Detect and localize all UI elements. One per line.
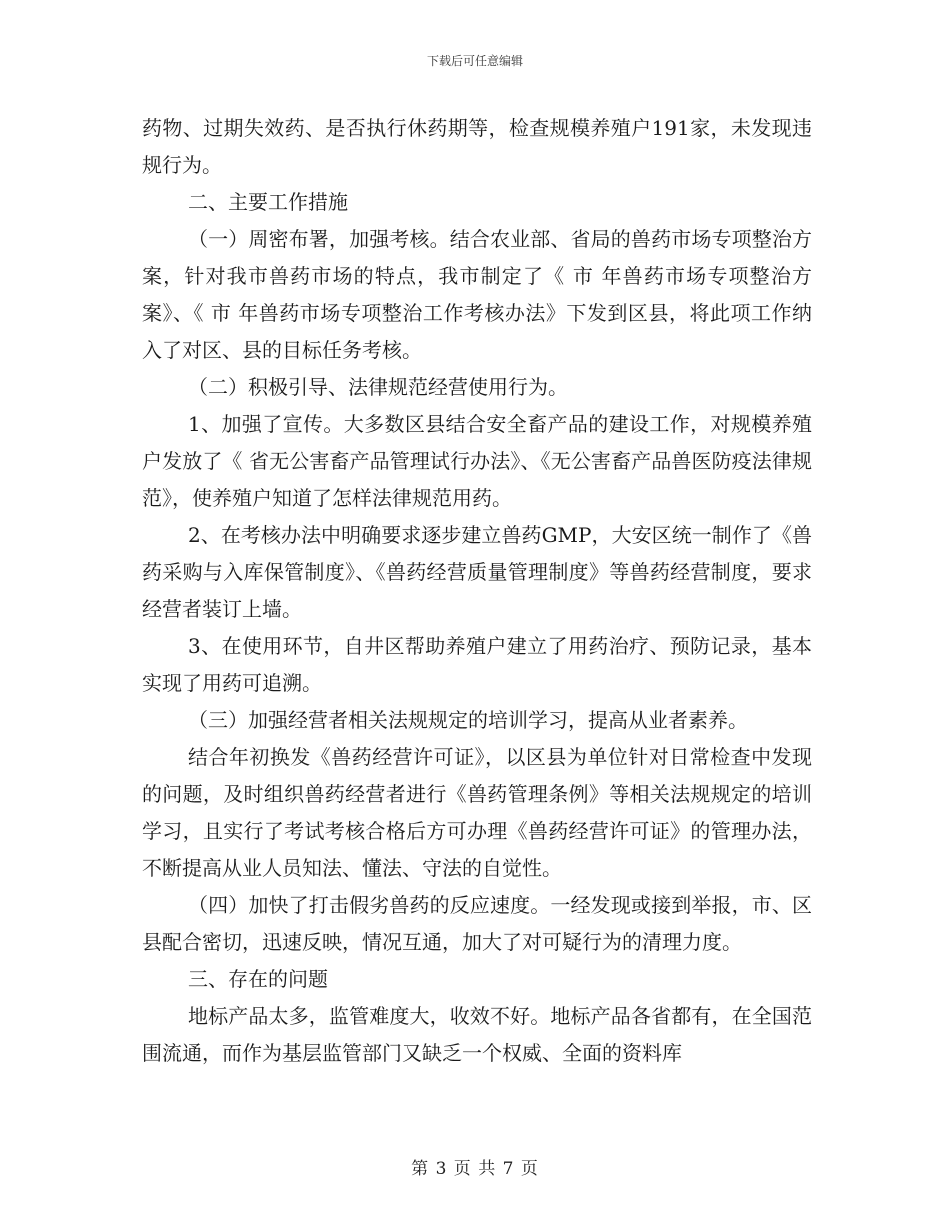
page-footer: 第 3 页 共 7 页 bbox=[411, 1159, 539, 1179]
paragraph: 3、在使用环节，自井区帮助养殖户建立了用药治疗、预防记录，基本实现了用药可追溯。 bbox=[142, 634, 812, 695]
paragraph: 2、在考核办法中明确要求逐步建立兽药GMP，大安区统一制作了《兽药采购与入库保管制度》、《兽药经营质量管理制度》等兽药经营制度，要求经营者装订上墙。 bbox=[142, 523, 812, 621]
section-heading: 三、存在的问题 bbox=[188, 967, 328, 991]
section-heading: 二、主要工作措施 bbox=[188, 190, 348, 214]
paragraph: 药物、过期失效药、是否执行休药期等，检查规模养殖户191家，未发现违规行为。 bbox=[142, 116, 812, 177]
document-body bbox=[142, 110, 812, 1072]
paragraph: 结合年初换发《兽药经营许可证》，以区县为单位针对日常检查中发现的问题，及时组织兽药经营者进行《兽药管理条例》等相关法规规定的培训学习，且实行了考试考核合格后方可办理《兽药经营许可证》的管理办法，不断提高从业人员知法、懂法、守法的自觉性。 bbox=[142, 745, 812, 880]
page-header: 下载后可任意编辑 bbox=[426, 54, 523, 68]
subsection-heading: （二）积极引导、法律规范经营使用行为。 bbox=[188, 375, 568, 399]
paragraph: 地标产品太多，监管难度大，收效不好。地标产品各省都有，在全国范围流通，而作为基层监管部门又缺乏一个权威、全面的资料库 bbox=[142, 1004, 812, 1065]
paragraph: 1、加强了宣传。大多数区县结合安全畜产品的建设工作，对规模养殖户发放了《 省无公害畜产品管理试行办法》、《无公害畜产品兽医防疫法律规范》，使养殖户知道了怎样法律规范用药。 bbox=[142, 412, 812, 510]
paragraph: （四）加快了打击假劣兽药的反应速度。一经发现或接到举报，市、区县配合密切，迅速反映，情况互通，加大了对可疑行为的清理力度。 bbox=[142, 893, 812, 954]
subsection-heading: （三）加强经营者相关法规规定的培训学习，提高从业者素养。 bbox=[188, 708, 748, 732]
paragraph: （一）周密布署，加强考核。结合农业部、省局的兽药市场专项整治方案，针对我市兽药市场的特点，我市制定了《 市 年兽药市场专项整治方案》、《 市 年兽药市场专项整治工作考核办法》下发到区县，将此项工作纳入了对区、县的目标任务考核。 bbox=[142, 227, 812, 362]
